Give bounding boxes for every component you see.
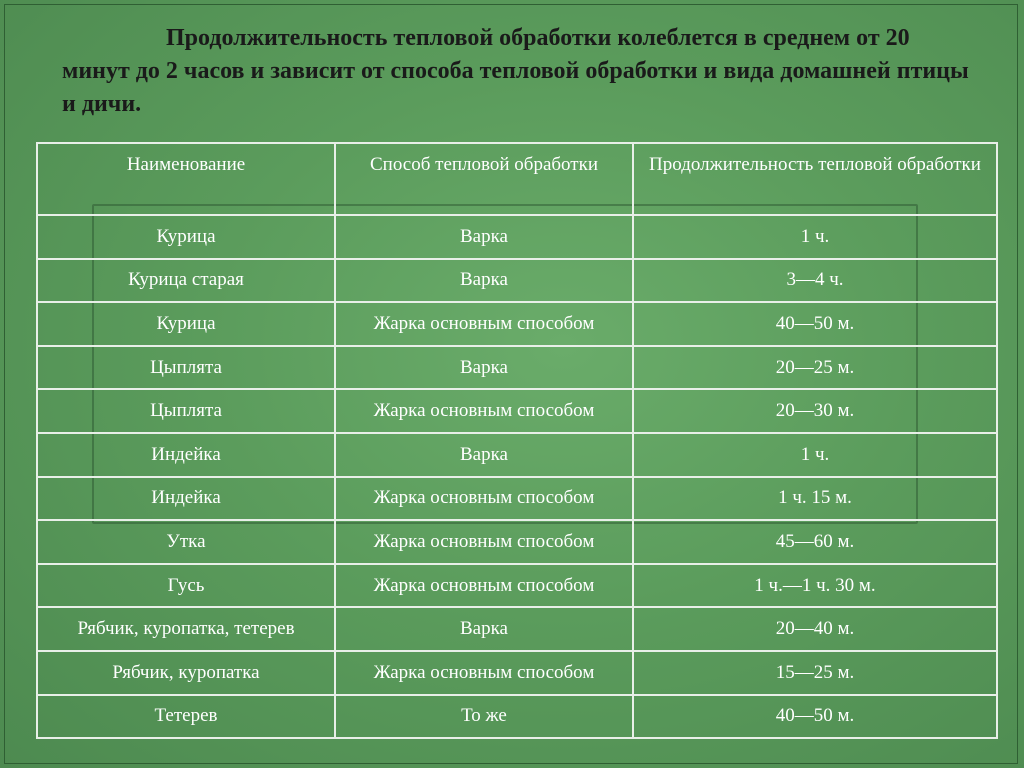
- table-row: [37, 477, 997, 521]
- cell-method: Жарка основным способом: [335, 651, 633, 695]
- cell-method: Варка: [335, 607, 633, 651]
- cell-duration: 20—40 м.: [633, 607, 997, 651]
- cell-duration: 20—30 м.: [633, 389, 997, 433]
- table-row: [37, 433, 997, 477]
- cell-duration: 1 ч. 15 м.: [633, 477, 997, 521]
- table-row: [37, 259, 997, 303]
- table-row: [37, 520, 997, 564]
- table-row: [37, 302, 997, 346]
- cell-method: Жарка основным способом: [335, 389, 633, 433]
- table-header-row: [37, 143, 997, 215]
- cell-name: Курица старая: [37, 259, 335, 303]
- cell-name: Курица: [37, 302, 335, 346]
- table-row: [37, 346, 997, 390]
- cell-name: Индейка: [37, 477, 335, 521]
- cell-duration: 1 ч.—1 ч. 30 м.: [633, 564, 997, 608]
- header-method: Способ тепловой обработки: [335, 143, 633, 215]
- cell-name: Тетерев: [37, 695, 335, 739]
- cell-name: Цыплята: [37, 389, 335, 433]
- cell-duration: 20—25 м.: [633, 346, 997, 390]
- cell-method: Жарка основным способом: [335, 477, 633, 521]
- cell-name: Индейка: [37, 433, 335, 477]
- table-row: [37, 215, 997, 259]
- cooking-time-table: [36, 142, 998, 739]
- cell-duration: 1 ч.: [633, 215, 997, 259]
- table-row: [37, 607, 997, 651]
- cell-method: Жарка основным способом: [335, 520, 633, 564]
- cell-method: Варка: [335, 215, 633, 259]
- cell-duration: 3—4 ч.: [633, 259, 997, 303]
- cell-method: Жарка основным способом: [335, 302, 633, 346]
- cell-method: Жарка основным способом: [335, 564, 633, 608]
- cell-name: Рябчик, куропатка: [37, 651, 335, 695]
- cell-duration: 15—25 м.: [633, 651, 997, 695]
- cell-duration: 40—50 м.: [633, 302, 997, 346]
- table-row: [37, 389, 997, 433]
- cell-method: То же: [335, 695, 633, 739]
- cell-method: Варка: [335, 346, 633, 390]
- cell-duration: 1 ч.: [633, 433, 997, 477]
- header-name: Наименование: [37, 143, 335, 215]
- cell-method: Варка: [335, 433, 633, 477]
- cell-name: Рябчик, куропатка, тетерев: [37, 607, 335, 651]
- table-row: [37, 564, 997, 608]
- cell-name: Цыплята: [37, 346, 335, 390]
- table-row: [37, 651, 997, 695]
- cell-method: Варка: [335, 259, 633, 303]
- cell-duration: 40—50 м.: [633, 695, 997, 739]
- header-duration: Продолжительность тепловой обработки: [633, 143, 997, 215]
- cell-duration: 45—60 м.: [633, 520, 997, 564]
- cell-name: Гусь: [37, 564, 335, 608]
- cell-name: Утка: [37, 520, 335, 564]
- slide-title: Продолжительность тепловой обработки колеблется в среднем от 20 минут до 2 часов и зависит от способа тепловой обработки и вида домашней птицы и дичи.: [62, 25, 969, 117]
- cell-name: Курица: [37, 215, 335, 259]
- table-row: [37, 695, 997, 739]
